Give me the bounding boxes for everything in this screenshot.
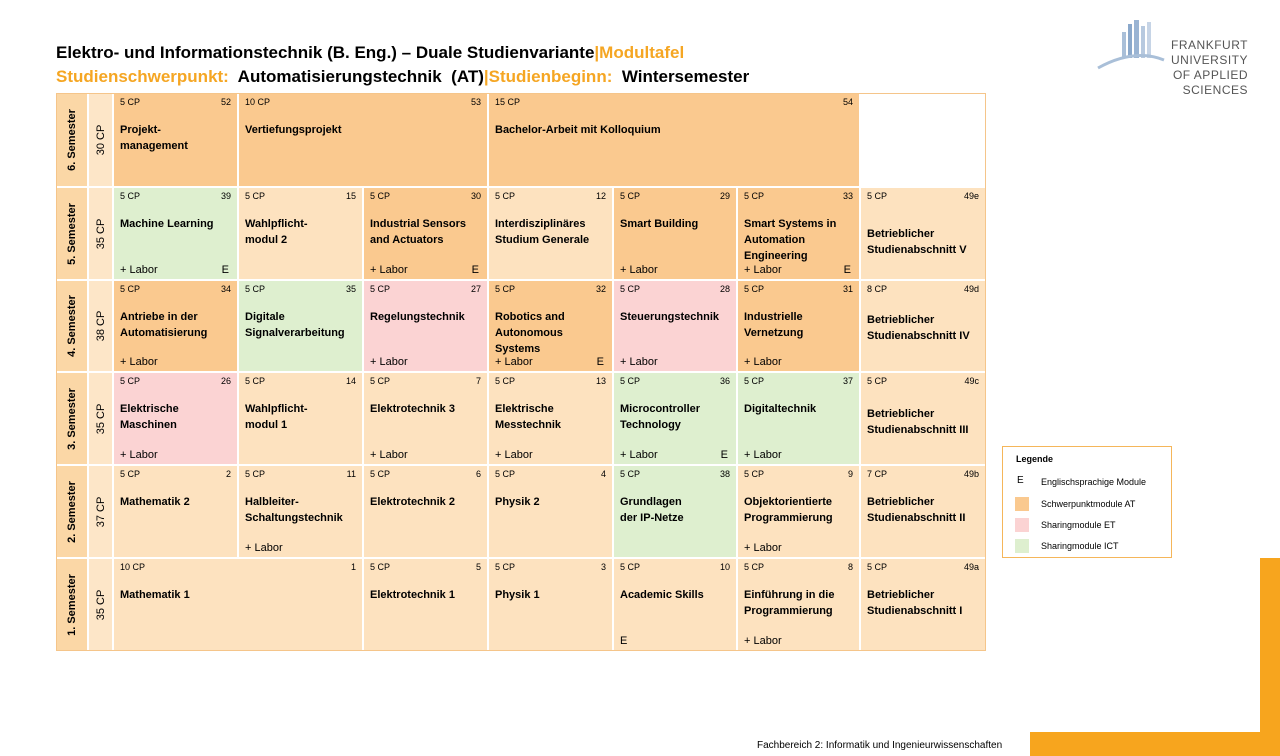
- semester-cp-4: [88, 280, 113, 372]
- module-name: Elektrotechnik 1: [370, 589, 455, 601]
- module-cell-14[interactable]: [238, 372, 363, 465]
- module-cp: 5 CP: [370, 376, 391, 386]
- module-name: Betrieblicher Studienabschnitt III: [867, 408, 969, 436]
- module-cp: 10 CP: [245, 97, 271, 107]
- module-name: Wahlpflicht- modul 2: [245, 218, 308, 246]
- module-labor: + Labor: [120, 449, 158, 461]
- module-name: Industrial Sensors and Actuators: [370, 218, 466, 246]
- module-cell-35[interactable]: [238, 280, 363, 372]
- page-title: [56, 43, 684, 63]
- module-cp: 5 CP: [495, 469, 516, 479]
- module-name: Industrielle Vernetzung: [744, 311, 804, 339]
- subtitle-separator: |: [483, 67, 489, 86]
- module-name: Objektorientierte Programmierung: [744, 496, 833, 524]
- module-cp: 5 CP: [744, 469, 765, 479]
- module-name: Steuerungstechnik: [620, 311, 720, 323]
- legend-label: Schwerpunktmodule AT: [1041, 499, 1136, 509]
- footer-text: Fachbereich 2: Informatik und Ingenieurwissenschaften: [757, 740, 1003, 751]
- module-number: 33: [842, 191, 853, 201]
- semester-cp-text: 35 CP: [94, 403, 107, 434]
- module-cp: 5 CP: [120, 376, 141, 386]
- module-cp: 10 CP: [120, 562, 146, 572]
- module-name: Vertiefungsprojekt: [245, 124, 342, 136]
- module-cp: 5 CP: [120, 469, 141, 479]
- module-number: 10: [719, 562, 730, 572]
- semester-cp-text: 30 CP: [94, 124, 107, 156]
- module-name: Wahlpflicht- modul 1: [245, 403, 308, 431]
- module-cell-38[interactable]: [613, 465, 737, 558]
- module-cell-10[interactable]: [613, 558, 737, 651]
- module-number: 26: [220, 376, 231, 386]
- module-cp: 5 CP: [620, 469, 641, 479]
- semester-label-3: [56, 372, 88, 465]
- module-cell-9[interactable]: [737, 465, 860, 558]
- semester-cp-text: 35 CP: [94, 218, 107, 249]
- module-english-marker: E: [620, 635, 628, 647]
- legend-label: Sharingmodule ET: [1041, 520, 1116, 530]
- module-cell-6[interactable]: [363, 465, 488, 558]
- subtitle-label-beginn: Studienbeginn:: [488, 67, 613, 86]
- module-english-marker: E: [720, 449, 728, 461]
- module-number: 35: [345, 284, 356, 294]
- semester-cp-2: [88, 465, 113, 558]
- module-name: Academic Skills: [620, 589, 704, 601]
- module-number: 5: [475, 562, 481, 572]
- module-cell-31[interactable]: [737, 280, 860, 372]
- module-cell-36[interactable]: [613, 372, 737, 465]
- legend-english-symbol: E: [1017, 475, 1024, 486]
- semester-cp-5: [88, 187, 113, 280]
- module-cell-52[interactable]: [113, 93, 238, 187]
- module-cell-13[interactable]: [488, 372, 613, 465]
- module-number: 29: [719, 191, 730, 201]
- module-name: Microcontroller Technology: [620, 403, 701, 431]
- module-cp: 5 CP: [744, 376, 765, 386]
- module-name: Bachelor-Arbeit mit Kolloquium: [495, 124, 661, 136]
- module-cell-26[interactable]: [113, 372, 238, 465]
- legend-swatch-ict: [1015, 539, 1029, 553]
- module-cell-49a[interactable]: [860, 558, 986, 651]
- semester-cp-6: [88, 93, 113, 187]
- module-cell-2[interactable]: [113, 465, 238, 558]
- module-number: 36: [719, 376, 730, 386]
- module-labor: + Labor: [120, 356, 158, 368]
- module-cell-32[interactable]: [488, 280, 613, 372]
- module-name: Physik 2: [495, 496, 540, 508]
- module-cell-30[interactable]: [363, 187, 488, 280]
- module-cell-33[interactable]: [737, 187, 860, 280]
- semester-cp-text: 38 CP: [94, 310, 107, 342]
- logo-line-1: FRANKFURT: [1171, 38, 1248, 52]
- module-labor: + Labor: [744, 635, 782, 647]
- empty-cell: [860, 93, 986, 187]
- module-number: 39: [220, 191, 231, 201]
- module-number: 53: [470, 97, 481, 107]
- module-name: Elektrotechnik 2: [370, 496, 455, 508]
- module-cell-1[interactable]: [113, 558, 363, 651]
- semester-label-text: 6. Semester: [66, 109, 78, 171]
- module-number: 15: [345, 191, 356, 201]
- module-cell-27[interactable]: [363, 280, 488, 372]
- module-cell-37[interactable]: [737, 372, 860, 465]
- module-cell-49c[interactable]: [860, 372, 986, 465]
- module-cp: 5 CP: [120, 284, 141, 294]
- module-labor: + Labor: [744, 542, 782, 554]
- module-number: 49e: [963, 191, 979, 201]
- module-english-marker: E: [471, 264, 479, 276]
- module-name: Elektrische Messtechnik: [495, 403, 562, 431]
- module-cp: 5 CP: [620, 562, 641, 572]
- module-number: 52: [220, 97, 231, 107]
- semester-cp-text: 35 CP: [94, 589, 107, 620]
- module-cp: 5 CP: [370, 191, 391, 201]
- module-cp: 5 CP: [495, 191, 516, 201]
- semester-label-text: 1. Semester: [66, 573, 78, 636]
- module-number: 38: [719, 469, 730, 479]
- title-separator: |: [594, 43, 600, 62]
- module-number: 31: [842, 284, 853, 294]
- module-number: 8: [847, 562, 853, 572]
- module-cell-12[interactable]: [488, 187, 613, 280]
- module-cp: 5 CP: [744, 284, 765, 294]
- module-number: 32: [595, 284, 606, 294]
- module-labor: + Labor: [744, 356, 782, 368]
- module-name: Regelungstechnik: [370, 311, 465, 323]
- module-name: Mathematik 2: [120, 496, 190, 508]
- module-cp: 5 CP: [370, 469, 391, 479]
- module-number: 30: [470, 191, 481, 201]
- module-number: 1: [350, 562, 356, 572]
- module-cp: 5 CP: [120, 97, 141, 107]
- module-number: 28: [719, 284, 730, 294]
- module-cp: 5 CP: [620, 284, 641, 294]
- module-name: Halbleiter- Schaltungstechnik: [245, 496, 343, 524]
- module-labor: + Labor: [370, 356, 408, 368]
- module-number: 14: [345, 376, 356, 386]
- module-cp: 5 CP: [867, 376, 888, 386]
- title-program: Elektro- und Informationstechnik (B. Eng.) – Duale Studienvariante: [56, 43, 595, 62]
- module-cell-54[interactable]: [488, 93, 860, 187]
- module-number: 13: [595, 376, 606, 386]
- module-cell-34[interactable]: [113, 280, 238, 372]
- module-number: 4: [600, 469, 606, 479]
- semester-label-text: 3. Semester: [66, 387, 78, 450]
- module-labor: + Labor: [245, 542, 283, 554]
- module-cp: 5 CP: [245, 376, 266, 386]
- module-name: Elektrische Maschinen: [120, 403, 179, 431]
- module-name: Smart Building: [620, 218, 699, 230]
- legend-swatch-et: [1015, 518, 1029, 532]
- decorative-bar-bottom: [1030, 732, 1260, 756]
- module-cp: 5 CP: [744, 562, 765, 572]
- module-number: 2: [225, 469, 231, 479]
- module-cp: 5 CP: [120, 191, 141, 201]
- module-english-marker: E: [843, 264, 851, 276]
- decorative-bar-right: [1260, 558, 1280, 756]
- module-cell-28[interactable]: [613, 280, 737, 372]
- logo-line-2: UNIVERSITY: [1170, 53, 1248, 67]
- legend-label: Englischsprachige Module: [1041, 477, 1147, 487]
- module-name: Digitale Signalverarbeitung: [245, 311, 345, 339]
- module-english-marker: E: [596, 356, 604, 368]
- module-name: Antriebe in der Automatisierung: [120, 311, 208, 339]
- module-cp: 5 CP: [495, 284, 516, 294]
- module-name: Einführung in die Programmierung: [744, 589, 835, 617]
- module-number: 6: [475, 469, 481, 479]
- semester-cp-text: 37 CP: [94, 496, 107, 527]
- legend-label: Sharingmodule ICT: [1041, 541, 1119, 551]
- page-subtitle: [56, 67, 749, 87]
- module-name: Physik 1: [495, 589, 540, 601]
- module-number: 49d: [963, 284, 979, 294]
- module-number: 49c: [964, 376, 979, 386]
- module-english-marker: E: [221, 264, 229, 276]
- semester-label-text: 2. Semester: [66, 480, 78, 543]
- module-cp: 5 CP: [370, 562, 391, 572]
- module-cp: 5 CP: [495, 376, 516, 386]
- module-labor: + Labor: [620, 356, 658, 368]
- module-cp: 5 CP: [245, 284, 266, 294]
- semester-cp-1: [88, 558, 113, 651]
- semester-label-2: [56, 465, 88, 558]
- module-cp: 7 CP: [867, 469, 888, 479]
- module-cell-11[interactable]: [238, 465, 363, 558]
- module-number: 34: [220, 284, 231, 294]
- module-name: Machine Learning: [120, 218, 214, 230]
- module-labor: + Labor: [620, 449, 658, 461]
- module-cell-5[interactable]: [363, 558, 488, 651]
- module-cell-3[interactable]: [488, 558, 613, 651]
- semester-label-text: 5. Semester: [66, 202, 78, 265]
- module-labor: + Labor: [120, 264, 158, 276]
- module-cell-8[interactable]: [737, 558, 860, 651]
- module-grid: [56, 93, 986, 651]
- module-name: Betrieblicher Studienabschnitt IV: [867, 314, 970, 342]
- module-cp: 5 CP: [620, 191, 641, 201]
- module-name: Mathematik 1: [120, 589, 190, 601]
- module-name: Betrieblicher Studienabschnitt II: [867, 496, 966, 524]
- module-cp: 5 CP: [495, 562, 516, 572]
- module-name: Interdisziplinäres Studium Generale: [495, 218, 590, 246]
- module-cell-53[interactable]: [238, 93, 488, 187]
- module-labor: + Labor: [620, 264, 658, 276]
- semester-label-text: 4. Semester: [66, 295, 78, 357]
- module-cell-49e[interactable]: [860, 187, 986, 280]
- module-number: 11: [346, 469, 356, 479]
- module-number: 49b: [963, 469, 979, 479]
- module-number: 9: [847, 469, 853, 479]
- module-labor: + Labor: [495, 356, 533, 368]
- module-name: Smart Systems in Automation Engineering: [744, 218, 837, 262]
- module-number: 27: [470, 284, 481, 294]
- module-name: Betrieblicher Studienabschnitt V: [867, 228, 967, 256]
- module-cp: 5 CP: [245, 191, 266, 201]
- module-cp: 5 CP: [867, 191, 888, 201]
- module-name: Projekt- management: [120, 124, 188, 152]
- module-cell-49b[interactable]: [860, 465, 986, 558]
- module-name: Grundlagen der IP-Netze: [620, 496, 684, 524]
- subtitle-value-beginn: Wintersemester: [612, 67, 750, 86]
- subtitle-value-schwerpunkt: Automatisierungstechnik (AT): [228, 67, 484, 86]
- legend-swatch-at: [1015, 497, 1029, 511]
- module-cell-39[interactable]: [113, 187, 238, 280]
- module-number: 7: [475, 376, 481, 386]
- module-cp: 5 CP: [744, 191, 765, 201]
- semester-label-5: [56, 187, 88, 280]
- module-cp: 5 CP: [867, 562, 888, 572]
- logo-line-3: OF APPLIED SCIENCES: [1172, 68, 1248, 97]
- module-cp: 8 CP: [867, 284, 888, 294]
- module-name: Elektrotechnik 3: [370, 403, 455, 415]
- module-cell-29[interactable]: [613, 187, 737, 280]
- module-labor: + Labor: [744, 449, 782, 461]
- module-name: Digitaltechnik: [744, 403, 817, 415]
- module-labor: + Labor: [495, 449, 533, 461]
- title-modultafel: Modultafel: [599, 43, 685, 62]
- legend-title: Legende: [1016, 454, 1054, 464]
- semester-label-1: [56, 558, 88, 651]
- semester-cp-3: [88, 372, 113, 465]
- semester-label-6: [56, 93, 88, 187]
- module-cell-4[interactable]: [488, 465, 613, 558]
- legend-box: [1002, 446, 1172, 558]
- module-cp: 5 CP: [370, 284, 391, 294]
- module-labor: + Labor: [370, 449, 408, 461]
- module-cp: 5 CP: [245, 469, 266, 479]
- module-labor: + Labor: [744, 264, 782, 276]
- semester-label-4: [56, 280, 88, 372]
- subtitle-label-schwerpunkt: Studienschwerpunkt:: [56, 67, 229, 86]
- module-cell-49d[interactable]: [860, 280, 986, 372]
- module-number: 3: [600, 562, 606, 572]
- module-number: 12: [595, 191, 606, 201]
- module-number: 49a: [963, 562, 979, 572]
- module-labor: + Labor: [370, 264, 408, 276]
- module-cp: 5 CP: [620, 376, 641, 386]
- module-cell-15[interactable]: [238, 187, 363, 280]
- module-cell-7[interactable]: [363, 372, 488, 465]
- module-cp: 15 CP: [495, 97, 521, 107]
- university-logo-text: [1118, 38, 1248, 98]
- module-number: 37: [842, 376, 853, 386]
- module-name: Robotics and Autonomous Systems: [495, 311, 565, 355]
- module-number: 54: [842, 97, 853, 107]
- module-name: Betrieblicher Studienabschnitt I: [867, 589, 963, 617]
